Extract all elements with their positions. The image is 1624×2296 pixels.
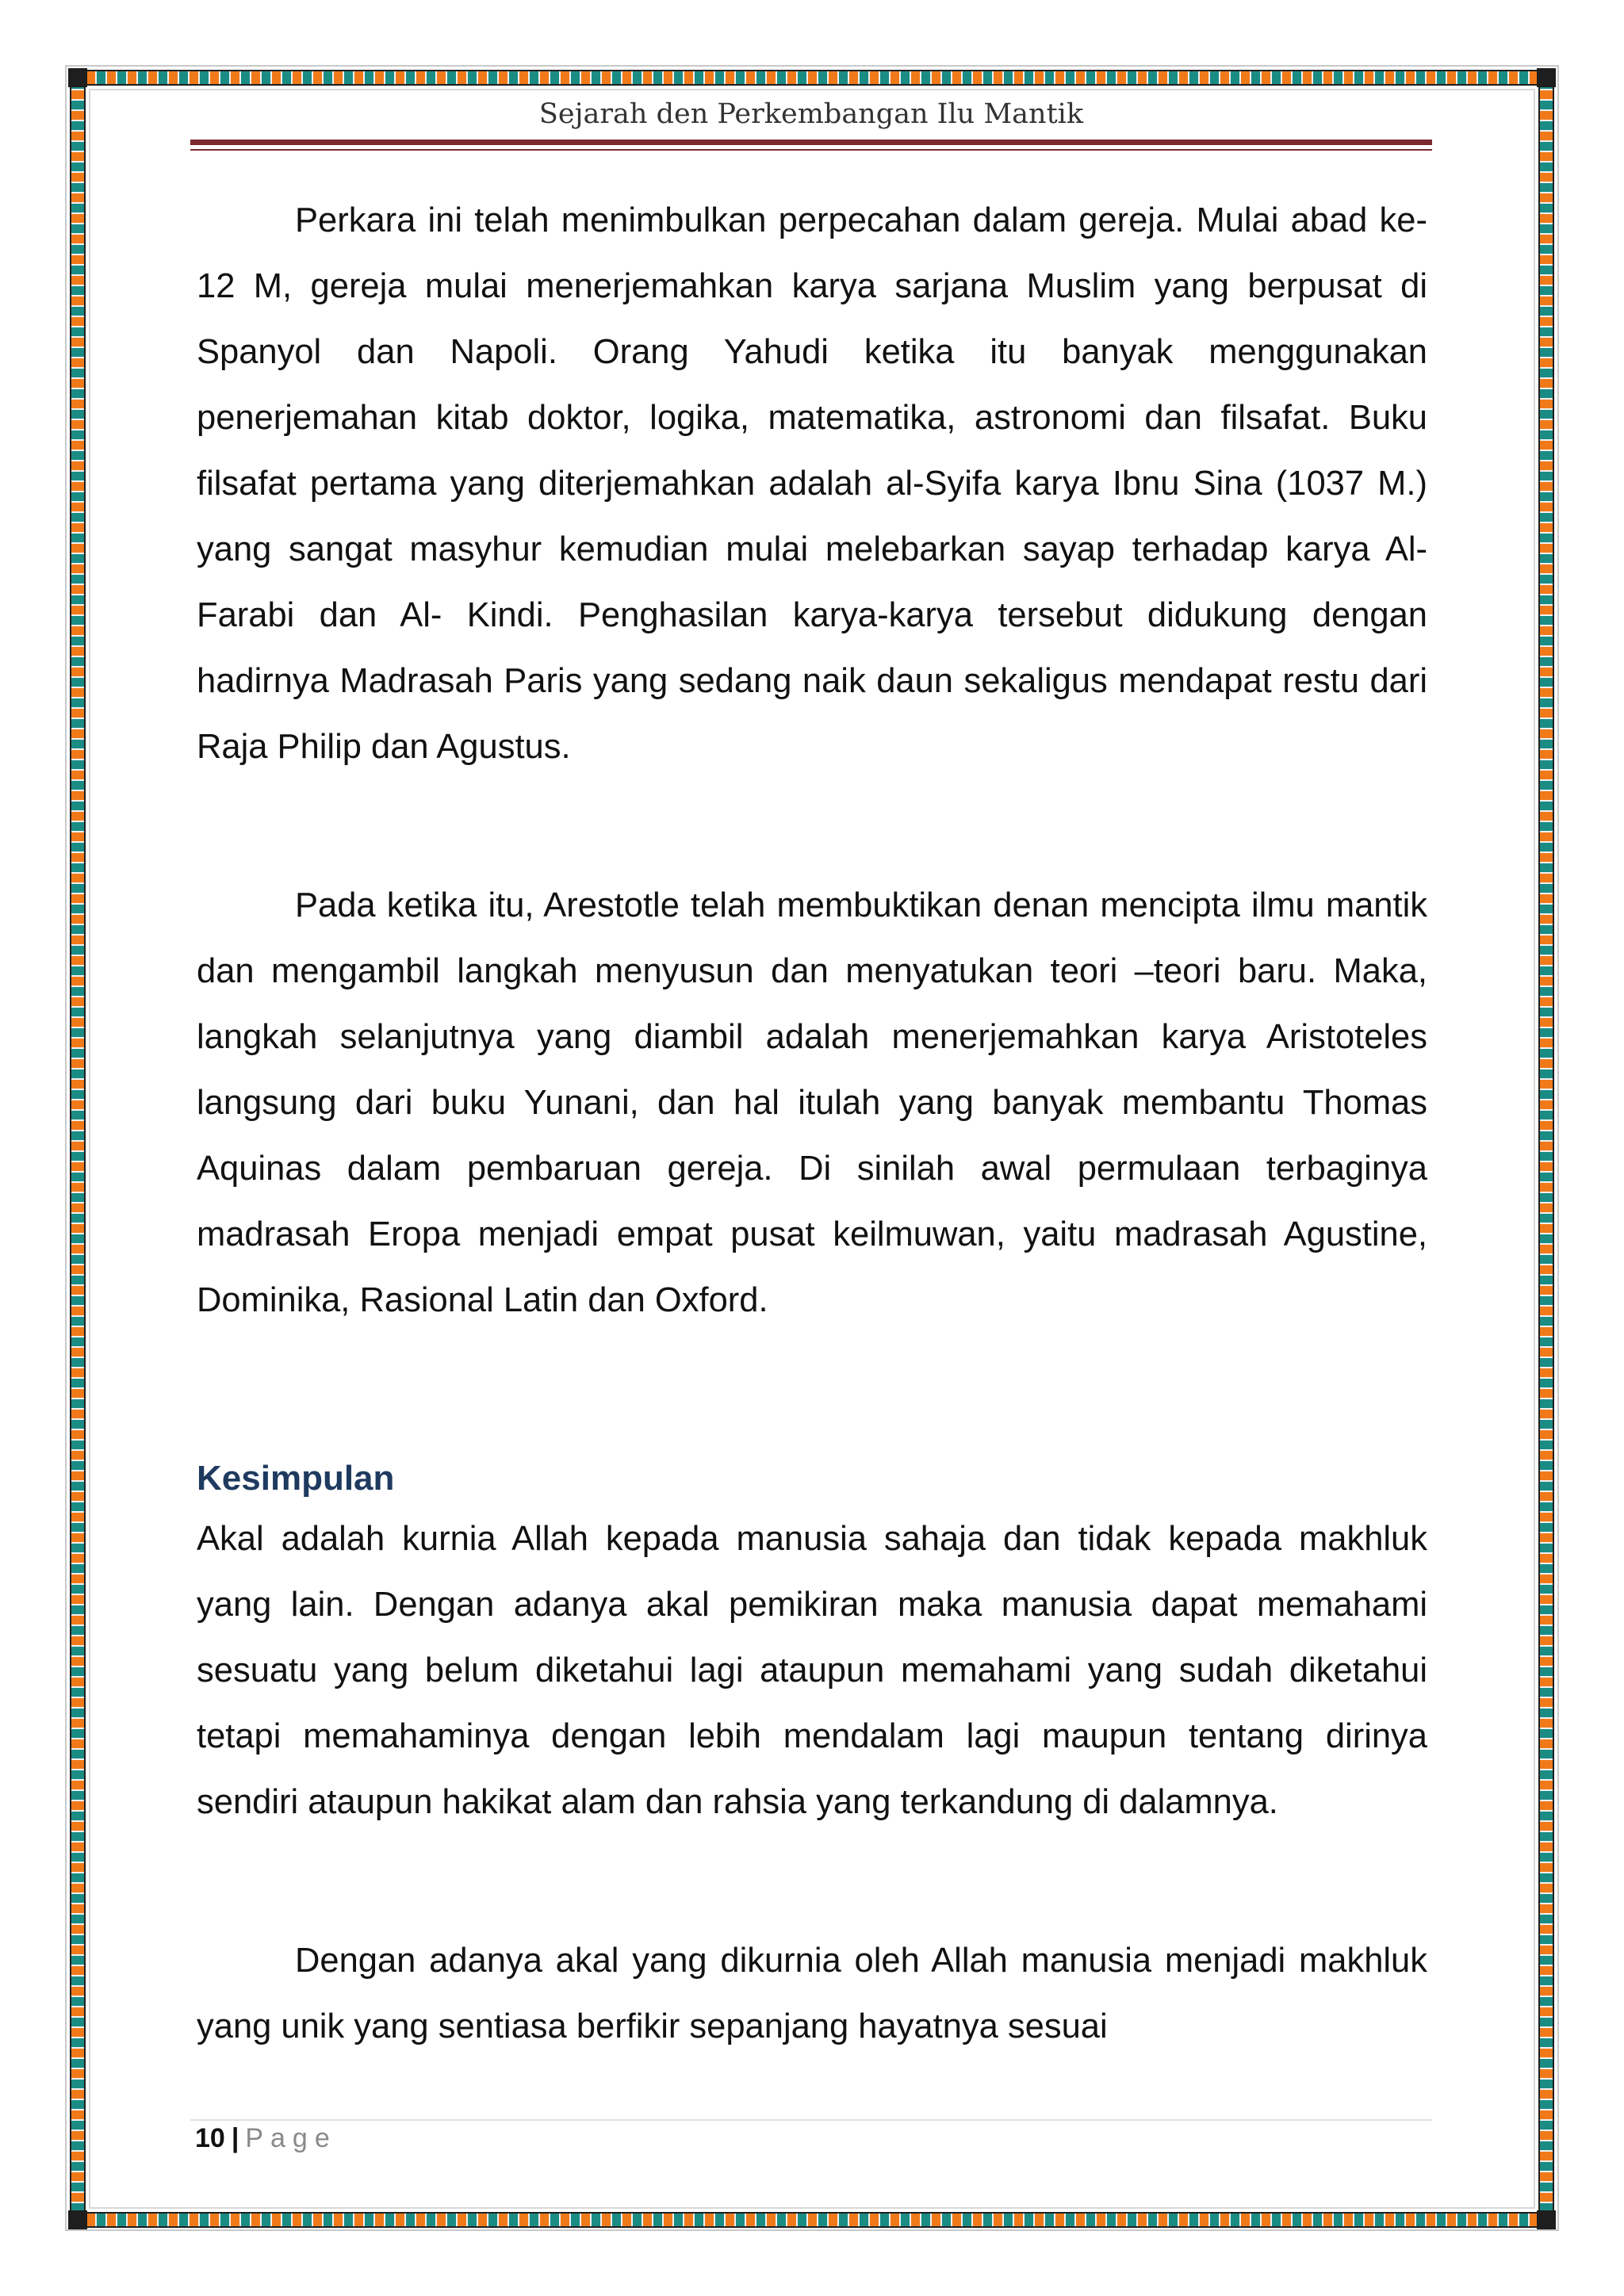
decorative-frame-top	[76, 70, 1548, 86]
running-header-title: Sejarah den Perkembangan Ilu Mantik	[538, 98, 1084, 130]
footer-rule	[190, 2119, 1432, 2121]
paragraph-4: Dengan adanya akal yang dikurnia oleh Allah manusia menjadi makhluk yang unik yang sentiasa berfikir sepanjang hayatnya sesuai	[197, 1942, 1427, 2045]
frame-corner-top-left	[68, 68, 87, 87]
page-footer	[195, 2123, 337, 2154]
footer-separator: |	[231, 2123, 239, 2153]
paragraph-2: Pada ketika itu, Arestotle telah membuktikan denan mencipta ilmu mantik dan mengambil langkah menyusun dan menyatukan teori –teori baru. Maka, langkah selanjutnya yang diambil adalah menerjemahkan karya Aristoteles langsung dari buku Yunani, dan hal itulah yang banyak membantu Thomas Aquinas dalam pembaruan gereja. Di sinilah awal permulaan terbaginya madrasah Eropa menjadi empat pusat keilmuwan, yaitu madrasah Agustine, Dominika, Rasional Latin dan Oxford.	[197, 886, 1427, 1319]
decorative-frame-left	[70, 70, 86, 2228]
header-rule-thin	[190, 149, 1432, 151]
frame-corner-top-right	[1537, 68, 1556, 87]
decorative-frame-right	[1538, 70, 1554, 2228]
page-label: Page	[245, 2123, 337, 2153]
section-heading-kesimpulan: Kesimpulan	[197, 1459, 395, 1498]
paragraph-3: Akal adalah kurnia Allah kepada manusia sahaja dan tidak kepada makhluk yang lain. Dengan adanya akal pemikiran maka manusia dapat memahami sesuatu yang belum diketahui lagi ataupun memahami yang sudah diketahui tetapi memahaminya dengan lebih mendalam lagi maupun tentang dirinya sendiri ataupun hakikat alam dan rahsia yang terkandung di dalamnya.	[197, 1520, 1427, 1821]
page-number: 10	[195, 2123, 225, 2153]
decorative-frame-bottom	[76, 2212, 1548, 2228]
frame-corner-bottom-right	[1537, 2210, 1556, 2229]
header-rule	[190, 140, 1432, 145]
frame-corner-bottom-left	[68, 2210, 87, 2229]
paragraph-1: Perkara ini telah menimbulkan perpecahan dalam gereja. Mulai abad ke-12 M, gereja mulai menerjemahkan karya sarjana Muslim yang berpusat di Spanyol dan Napoli. Orang Yahudi ketika itu banyak menggunakan penerjemahan kitab doktor, logika, matematika, astronomi dan filsafat. Buku filsafat pertama yang diterjemahkan adalah al-Syifa karya Ibnu Sina (1037 M.) yang sangat masyhur kemudian mulai melebarkan sayap terhadap karya Al-Farabi dan Al- Kindi. Penghasilan karya-karya tersebut didukung dengan hadirnya Madrasah Paris yang sedang naik daun sekaligus mendapat restu dari Raja Philip dan Agustus.	[197, 201, 1427, 766]
